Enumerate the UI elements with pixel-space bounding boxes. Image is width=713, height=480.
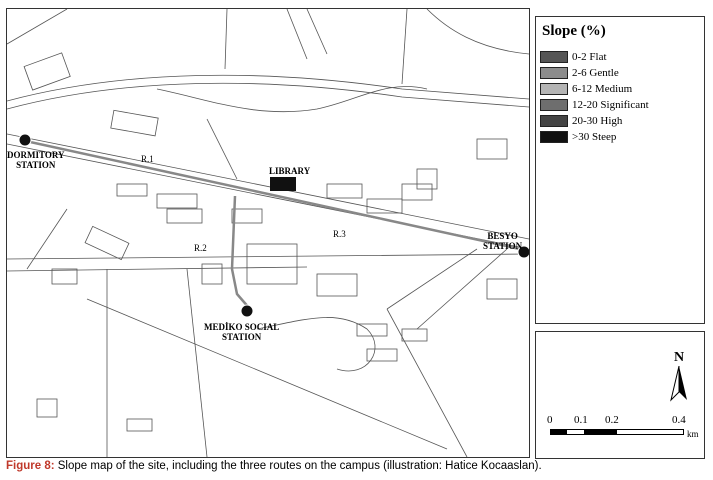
scale-tick-0: 0 [547, 414, 553, 426]
legend-label: 0-2 Flat [572, 51, 607, 63]
mediko-station-label [204, 322, 279, 342]
legend-swatch [540, 131, 568, 143]
scale-labels [536, 414, 704, 428]
road-outline [307, 9, 327, 54]
legend-swatch [540, 51, 568, 63]
route-label-r3: R.3 [333, 229, 346, 239]
legend-item [540, 49, 649, 65]
scale-segment [551, 430, 567, 434]
road-outline [287, 9, 307, 59]
legend-item [540, 81, 649, 97]
legend-item [540, 113, 649, 129]
scale-segment [584, 430, 617, 434]
scale-tick-2: 0.2 [605, 414, 619, 426]
mediko-station-marker [241, 305, 253, 317]
curved-road [157, 86, 427, 111]
legend-swatch [540, 115, 568, 127]
legend-items [540, 49, 649, 145]
road-outline [207, 119, 237, 179]
dormitory-station-marker [19, 134, 31, 146]
legend-label: 2-6 Gentle [572, 67, 619, 79]
road-outline [27, 209, 67, 269]
mediko-station-line1: MEDİKO SOCIAL [204, 322, 280, 332]
besyo-station-label [483, 231, 522, 251]
figure-caption [6, 460, 542, 472]
besyo-station-line2: STATION [483, 241, 523, 251]
legend-label: 20-30 High [572, 115, 623, 127]
legend-title: Slope (%) [542, 23, 606, 39]
road-outline [7, 83, 529, 109]
library-building [270, 177, 296, 191]
scale-unit: km [687, 429, 699, 439]
route-label-r2: R.2 [194, 243, 207, 253]
road-outline [7, 254, 529, 259]
main-road [7, 134, 529, 239]
scale-panel [535, 331, 705, 459]
legend-swatch [540, 83, 568, 95]
scale-bar [550, 429, 684, 435]
legend-item [540, 129, 649, 145]
north-arrow [667, 350, 691, 407]
road-outline [387, 249, 477, 309]
mediko-station-line2: STATION [222, 332, 262, 342]
road-outline [402, 9, 407, 84]
legend-label: 12-20 Significant [572, 99, 649, 111]
road-outline [427, 9, 529, 54]
legend-item [540, 97, 649, 113]
scale-tick-1: 0.1 [574, 414, 588, 426]
dormitory-station-label [7, 150, 65, 170]
north-arrow-icon [669, 366, 689, 402]
road-outline [7, 75, 529, 101]
road-outline [417, 249, 507, 329]
legend-item [540, 65, 649, 81]
library-label: LIBRARY [269, 166, 311, 176]
dormitory-station-line2: STATION [16, 160, 56, 170]
road-outline [225, 9, 227, 69]
campus-map [7, 9, 529, 457]
north-label: N [673, 350, 685, 365]
route-r1-r3 [21, 140, 529, 251]
map-panel[interactable] [6, 8, 530, 458]
legend-swatch [540, 67, 568, 79]
road-outline [7, 9, 67, 44]
legend-swatch [540, 99, 568, 111]
besyo-station-line1: BESYO [487, 231, 518, 241]
road-outline [187, 269, 207, 457]
dormitory-station-line1: DORMITORY [7, 150, 65, 160]
caption-prefix: Figure 8: [6, 460, 55, 472]
legend-label: 6-12 Medium [572, 83, 633, 95]
legend-label: >30 Steep [572, 131, 617, 143]
scale-tick-3: 0.4 [672, 414, 686, 426]
route-label-r1: R.1 [141, 154, 154, 164]
caption-text: Slope map of the site, including the three routes on the campus (illustration: Hatice Kocaaslan). [54, 460, 542, 472]
legend [535, 16, 705, 324]
